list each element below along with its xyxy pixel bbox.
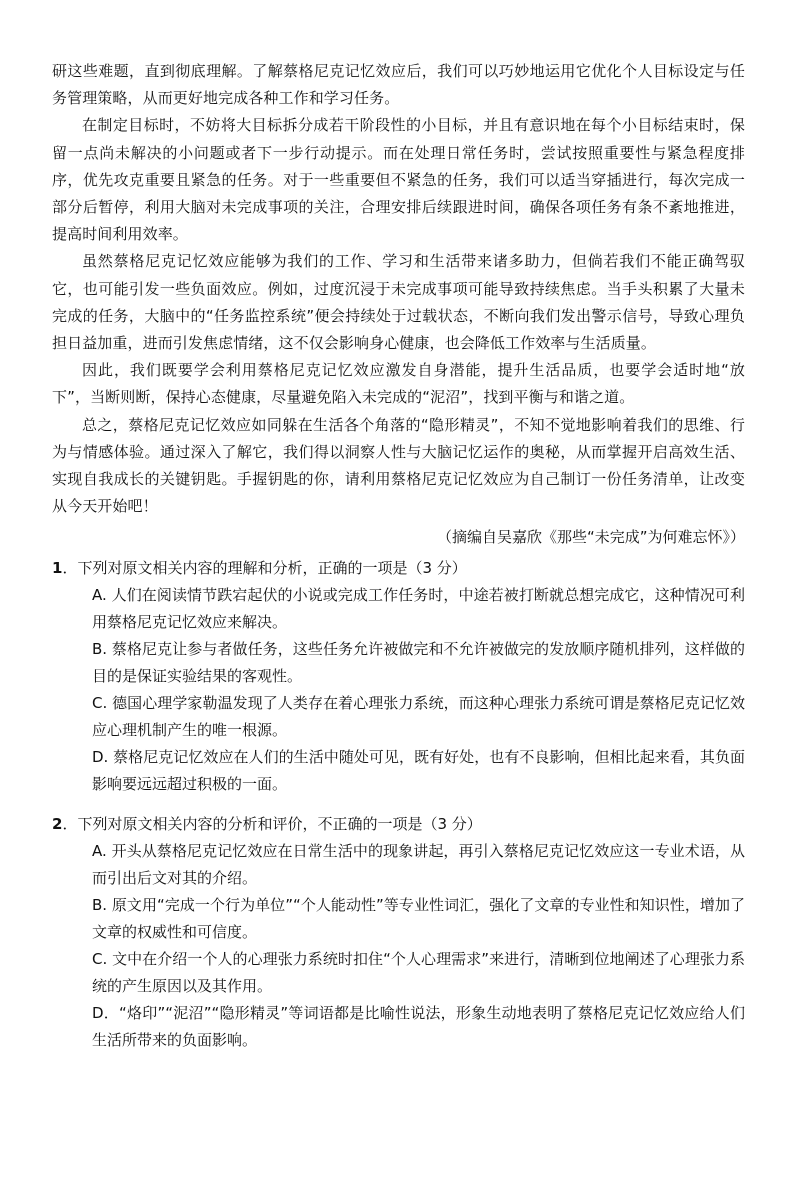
question-1-options [52, 582, 745, 798]
question-2-option-b: B. 原文用“完成一个行为单位”“个人能动性”等专业性词汇，强化了文章的专业性和知识性，增加了文章的权威性和可信度。 [92, 896, 745, 942]
question-1-option-a: A. 人们在阅读情节跌宕起伏的小说或完成工作任务时，中途若被打断就总想完成它，这种情况可利用蔡格尼克记忆效应来解决。 [92, 586, 745, 632]
document-page [52, 58, 745, 1054]
question-1-option-c: C. 德国心理学家勒温发现了人类存在着心理张力系统，而这种心理张力系统可谓是蔡格尼克记忆效应心理机制产生的唯一根源。 [92, 694, 745, 740]
question-2-option-d: D．“烙印”“泥沼”“隐形精灵”等词语都是比喻性说法，形象生动地表明了蔡格尼克记忆效应给人们生活所带来的负面影响。 [92, 1004, 745, 1050]
question-1-stem [52, 555, 745, 582]
question-1-text: ．下列对原文相关内容的理解和分析，正确的一项是（3 分） [62, 559, 467, 578]
article-body [52, 58, 745, 551]
question-2-number: 2 [52, 815, 63, 834]
article-paragraph-3: 虽然蔡格尼克记忆效应能够为我们的工作、学习和生活带来诸多助力，但倘若我们不能正确驾驭它，也可能引发一些负面效应。例如，过度沉浸于未完成事项可能导致持续焦虑。当手头积累了大量未完成的任务，大脑中的“任务监控系统”便会持续处于过载状态，不断向我们发出警示信号，导致心理负担日益加重，进而引发焦虑情绪，这不仅会影响身心健康，也会降低工作效率与生活质量。 [52, 252, 745, 353]
article-paragraph-1: 研这些难题，直到彻底理解。了解蔡格尼克记忆效应后，我们可以巧妙地运用它优化个人目标设定与任务管理策略，从而更好地完成各种工作和学习任务。 [52, 62, 745, 108]
question-2-options [52, 838, 745, 1054]
question-1-option-d: D. 蔡格尼克记忆效应在人们的生活中随处可见，既有好处，也有不良影响，但相比起来看，其负面影响要远远超过积极的一面。 [92, 748, 745, 794]
question-2-option-a: A. 开头从蔡格尼克记忆效应在日常生活中的现象讲起，再引入蔡格尼克记忆效应这一专业术语，从而引出后文对其的介绍。 [92, 842, 745, 888]
question-1-option-b: B. 蔡格尼克让参与者做任务，这些任务允许被做完和不允许被做完的发放顺序随机排列，这样做的目的是保证实验结果的客观性。 [92, 640, 745, 686]
article-paragraph-2: 在制定目标时，不妨将大目标拆分成若干阶段性的小目标，并且有意识地在每个小目标结束时，保留一点尚未解决的小问题或者下一步行动提示。而在处理日常任务时，尝试按照重要性与紧急程度排序，优先攻克重要且紧急的任务。对于一些重要但不紧急的任务，我们可以适当穿插进行，每次完成一部分后暂停，利用大脑对未完成事项的关注，合理安排后续跟进时间，确保各项任务有条不紊地推进，提高时间利用效率。 [52, 116, 745, 244]
article-paragraph-4: 因此，我们既要学会利用蔡格尼克记忆效应激发自身潜能，提升生活品质，也要学会适时地“放下”，当断则断，保持心态健康，尽量避免陷入未完成的“泥沼”，找到平衡与和谐之道。 [52, 361, 745, 407]
question-2-text: ．下列对原文相关内容的分析和评价，不正确的一项是（3 分） [62, 815, 482, 834]
question-1-number: 1 [52, 559, 63, 578]
question-2 [52, 811, 745, 1054]
article-source: （摘编自吴嘉欣《那些“未完成”为何难忘怀》） [436, 528, 745, 547]
question-spacer [52, 798, 745, 807]
question-2-option-c: C. 文中在介绍一个人的心理张力系统时扣住“个人心理需求”来进行，清晰到位地阐述了心理张力系统的产生原因以及其作用。 [92, 950, 745, 996]
article-paragraph-5: 总之，蔡格尼克记忆效应如同躲在生活各个角落的“隐形精灵”，不知不觉地影响着我们的思维、行为与情感体验。通过深入了解它，我们得以洞察人性与大脑记忆运作的奥秘，从而掌握开启高效生活、实现自我成长的关键钥匙。手握钥匙的你，请利用蔡格尼克记忆效应为自己制订一份任务清单，让改变从今天开始吧！ [52, 415, 745, 516]
question-2-stem [52, 811, 745, 838]
question-1 [52, 555, 745, 798]
